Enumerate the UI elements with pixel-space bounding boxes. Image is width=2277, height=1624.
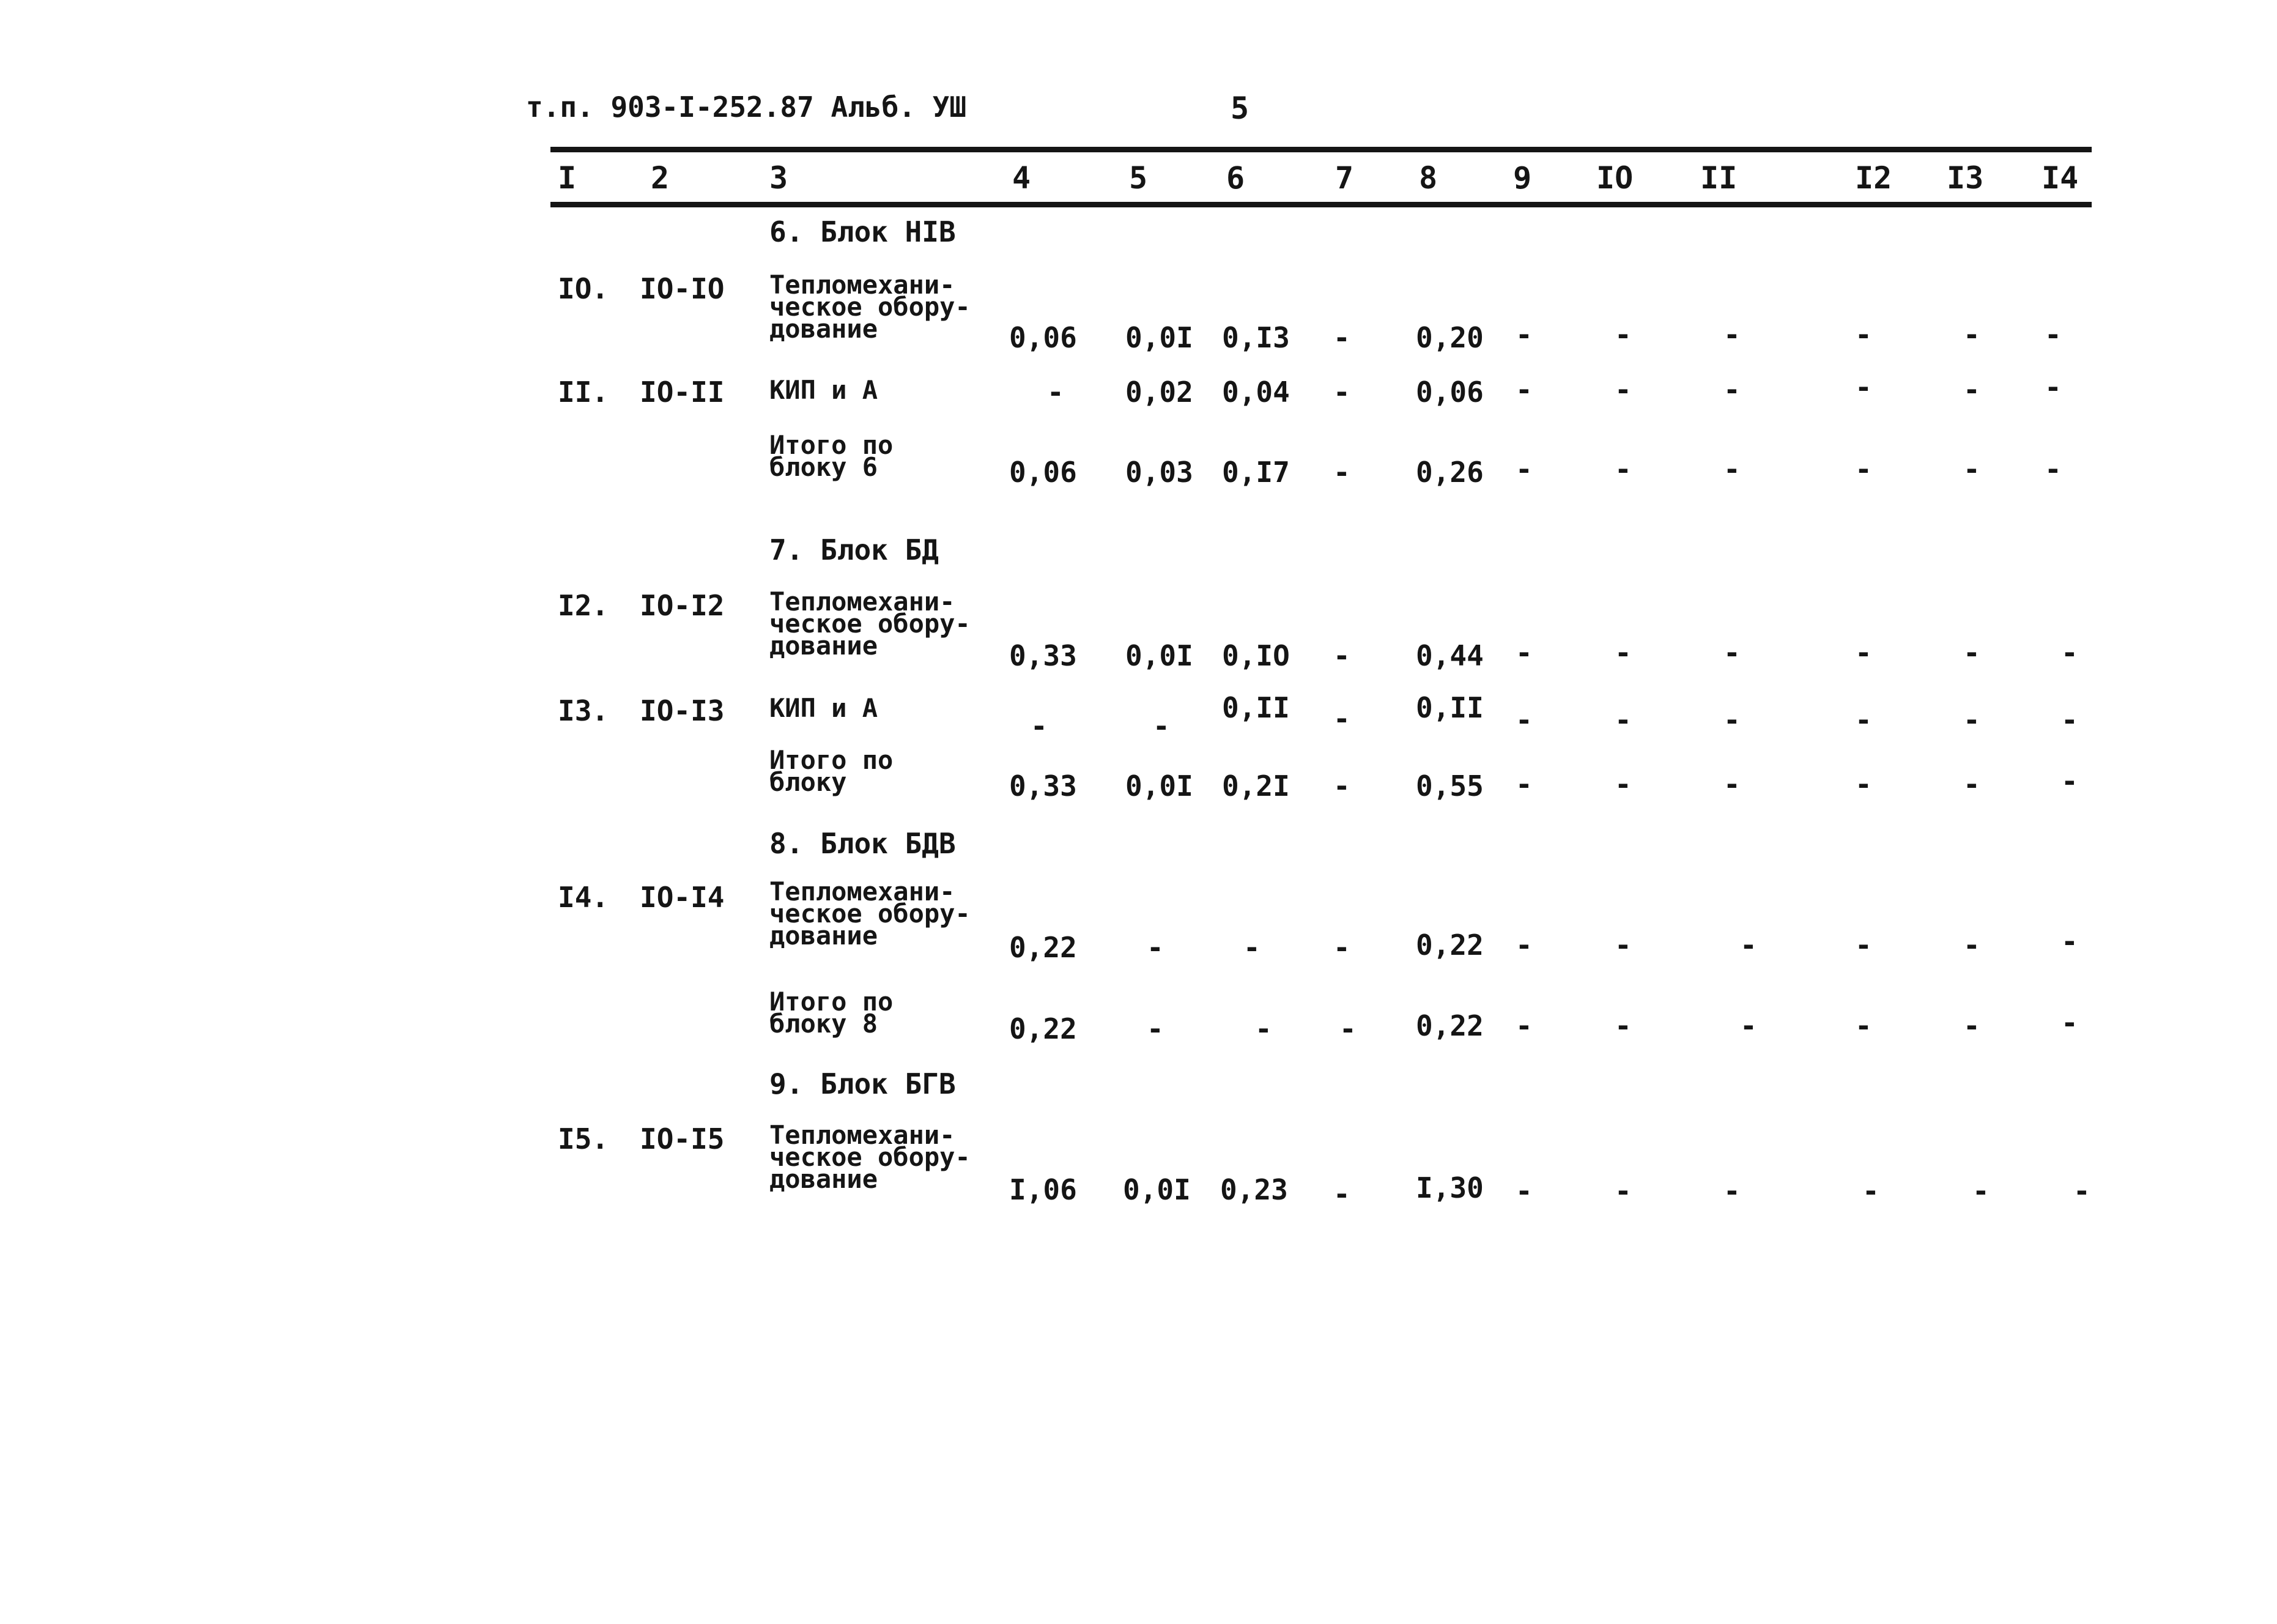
row-code: IO-I3	[640, 694, 725, 727]
column-header-4: 4	[1012, 160, 1031, 196]
value-col-5: 0,02	[1125, 376, 1193, 409]
value-col-4: 0,33	[1009, 639, 1077, 672]
column-header-9: 9	[1513, 160, 1532, 196]
empty-cell-dash: -	[1723, 1174, 1741, 1207]
empty-cell-dash: -	[2061, 1006, 2078, 1039]
empty-cell-dash: -	[1963, 636, 1980, 669]
empty-cell-dash: -	[2061, 765, 2078, 798]
row-number: I2.	[558, 589, 609, 622]
value-col-6: 0,2I	[1222, 769, 1290, 803]
value-col-8: 0,26	[1416, 456, 1484, 489]
empty-cell-dash: -	[1855, 703, 1872, 736]
empty-cell-dash: -	[2045, 453, 2062, 486]
empty-cell-dash: -	[1615, 318, 1632, 351]
empty-cell-dash: -	[1855, 636, 1872, 669]
empty-cell-dash: -	[1963, 453, 1980, 486]
section-title: 9. Блок БГВ	[769, 1067, 956, 1100]
empty-cell-dash: -	[1963, 1009, 1980, 1042]
empty-cell-dash: -	[1333, 376, 1350, 409]
row-name: Тепломехани- ческое обору- дование	[769, 270, 971, 344]
empty-cell-dash: -	[1516, 318, 1533, 351]
row-code: IO-IO	[640, 272, 725, 305]
value-col-8: I,30	[1416, 1171, 1484, 1204]
empty-cell-dash: -	[1723, 318, 1741, 351]
empty-cell-dash: -	[2061, 703, 2078, 736]
value-col-4: 0,22	[1009, 1012, 1077, 1045]
row-name: Тепломехани- ческое обору- дование	[769, 587, 971, 661]
subtotal-label: Итого по блоку	[769, 745, 894, 797]
value-col-5: 0,0I	[1125, 769, 1193, 803]
empty-cell-dash: -	[1333, 931, 1350, 964]
row-code: IO-I4	[640, 881, 725, 914]
empty-cell-dash: -	[1963, 318, 1980, 351]
row-name: КИП и А	[769, 375, 878, 405]
value-col-6: 0,IO	[1222, 639, 1290, 672]
empty-cell-dash: -	[2045, 318, 2062, 351]
column-header-1: I	[558, 160, 577, 196]
column-header-8: 8	[1419, 160, 1438, 196]
empty-cell-dash: -	[1615, 373, 1632, 406]
empty-cell-dash: -	[1333, 1177, 1350, 1211]
empty-cell-dash: -	[1855, 371, 1872, 404]
column-header-2: 2	[651, 160, 670, 196]
empty-cell-dash: -	[1516, 929, 1533, 962]
empty-cell-dash: -	[1516, 768, 1533, 801]
empty-cell-dash: -	[1740, 929, 1757, 962]
empty-cell-dash: -	[2045, 371, 2062, 404]
empty-cell-dash: -	[2061, 636, 2078, 669]
value-col-5: 0,03	[1125, 456, 1193, 489]
value-col-8: 0,06	[1416, 376, 1484, 409]
value-col-4: I,06	[1009, 1173, 1077, 1206]
column-header-3: 3	[769, 160, 788, 196]
column-header-5: 5	[1129, 160, 1148, 196]
row-code: IO-I2	[640, 589, 725, 622]
row-number: I4.	[558, 881, 609, 914]
empty-cell-dash: -	[1339, 1012, 1357, 1045]
empty-cell-dash: -	[1855, 318, 1872, 351]
value-col-5: 0,0I	[1123, 1173, 1191, 1206]
value-col-8: 0,22	[1416, 929, 1484, 962]
empty-cell-dash: -	[1147, 1012, 1164, 1045]
value-col-6: 0,04	[1222, 376, 1290, 409]
empty-cell-dash: -	[1615, 1009, 1632, 1042]
empty-cell-dash: -	[1963, 768, 1980, 801]
section-title: 8. Блок БДВ	[769, 827, 956, 860]
empty-cell-dash: -	[1855, 1009, 1872, 1042]
empty-cell-dash: -	[1516, 453, 1533, 486]
value-col-8: 0,20	[1416, 321, 1484, 354]
row-name: Тепломехани- ческое обору- дование	[769, 1120, 971, 1194]
empty-cell-dash: -	[1723, 636, 1741, 669]
row-number: I5.	[558, 1122, 609, 1155]
empty-cell-dash: -	[1243, 931, 1261, 964]
value-col-8: 0,55	[1416, 769, 1484, 803]
empty-cell-dash: -	[1516, 373, 1533, 406]
row-code: IO-I5	[640, 1122, 725, 1155]
value-col-4: 0,33	[1009, 769, 1077, 803]
empty-cell-dash: -	[1855, 929, 1872, 962]
empty-cell-dash: -	[1740, 1009, 1757, 1042]
subtotal-label: Итого по блоку 6	[769, 430, 894, 482]
empty-cell-dash: -	[1615, 636, 1632, 669]
empty-cell-dash: -	[1723, 373, 1741, 406]
empty-cell-dash: -	[1615, 453, 1632, 486]
empty-cell-dash: -	[1615, 703, 1632, 736]
value-col-6: 0,II	[1222, 691, 1290, 724]
empty-cell-dash: -	[1516, 703, 1533, 736]
column-header-11: II	[1700, 160, 1738, 196]
empty-cell-dash: -	[1723, 768, 1741, 801]
document-code: т.п. 903-I-252.87 Альб. УШ	[526, 91, 967, 124]
row-code: IO-II	[640, 376, 725, 409]
value-col-8: 0,22	[1416, 1009, 1484, 1042]
empty-cell-dash: -	[2061, 925, 2078, 958]
value-col-4: 0,22	[1009, 931, 1077, 964]
empty-cell-dash: -	[1963, 929, 1980, 962]
table-top-rule	[550, 147, 2092, 152]
empty-cell-dash: -	[1516, 1009, 1533, 1042]
empty-cell-dash: -	[1723, 453, 1741, 486]
row-name: КИП и А	[769, 693, 878, 723]
column-header-14: I4	[2042, 160, 2079, 196]
empty-cell-dash: -	[1333, 456, 1350, 489]
empty-cell-dash: -	[1333, 769, 1350, 803]
row-number: I3.	[558, 694, 609, 727]
empty-cell-dash: -	[1333, 321, 1350, 354]
column-header-6: 6	[1226, 160, 1245, 196]
column-header-12: I2	[1855, 160, 1892, 196]
section-title: 6. Блок НIВ	[769, 215, 956, 248]
value-col-6: 0,I3	[1222, 321, 1290, 354]
empty-cell-dash: -	[1615, 768, 1632, 801]
empty-cell-dash: -	[1516, 1174, 1533, 1207]
subtotal-label: Итого по блоку 8	[769, 987, 894, 1039]
value-col-6: 0,23	[1220, 1173, 1288, 1206]
empty-cell-dash: -	[1963, 703, 1980, 736]
page-number: 5	[1231, 91, 1250, 126]
empty-cell-dash: -	[1333, 702, 1350, 735]
empty-cell-dash: -	[1862, 1174, 1879, 1207]
empty-cell-dash: -	[1615, 929, 1632, 962]
empty-cell-dash: -	[1855, 453, 1872, 486]
empty-cell-dash: -	[2073, 1174, 2090, 1207]
row-number: IO.	[558, 272, 609, 305]
value-col-4: 0,06	[1009, 321, 1077, 354]
empty-cell-dash: -	[1855, 768, 1872, 801]
value-col-8: 0,II	[1416, 691, 1484, 724]
section-title: 7. Блок БД	[769, 533, 939, 566]
empty-cell-dash: -	[1723, 703, 1741, 736]
empty-cell-dash: -	[1615, 1174, 1632, 1207]
value-col-8: 0,44	[1416, 639, 1484, 672]
row-name: Тепломехани- ческое обору- дование	[769, 877, 971, 951]
empty-cell-dash: -	[1255, 1012, 1272, 1045]
value-col-6: 0,I7	[1222, 456, 1290, 489]
empty-cell-dash: -	[1147, 931, 1164, 964]
table-header-rule	[550, 202, 2092, 207]
empty-cell-dash: -	[1031, 710, 1048, 743]
empty-cell-dash: -	[1963, 373, 1980, 406]
column-header-7: 7	[1335, 160, 1354, 196]
row-number: II.	[558, 376, 609, 409]
value-col-5: 0,0I	[1125, 321, 1193, 354]
column-header-13: I3	[1947, 160, 1984, 196]
empty-cell-dash: -	[1516, 636, 1533, 669]
value-col-5: 0,0I	[1125, 639, 1193, 672]
value-col-4: 0,06	[1009, 456, 1077, 489]
empty-cell-dash: -	[1972, 1174, 1990, 1207]
empty-cell-dash: -	[1333, 639, 1350, 672]
empty-cell-dash: -	[1153, 710, 1170, 743]
column-header-10: IO	[1596, 160, 1634, 196]
empty-cell-dash: -	[1047, 376, 1064, 409]
